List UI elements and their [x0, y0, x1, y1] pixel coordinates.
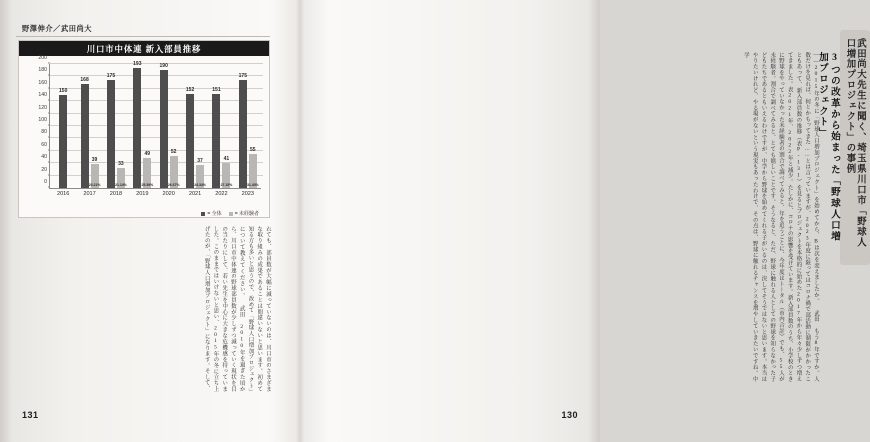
folio-right: 130 — [561, 410, 578, 420]
chart-xtick-label: 2020 — [162, 191, 175, 197]
chart-legend-swatch — [201, 212, 205, 216]
folio-left: 131 — [22, 410, 39, 420]
chart-bar-ratio-label: 23.21% — [88, 183, 101, 187]
left-page — [0, 0, 300, 442]
chart-bar-value-label: 55 — [250, 146, 256, 153]
chart-bar-ratio-label: 21.14% — [115, 183, 127, 187]
chart-ytick-label: 120 — [38, 104, 47, 111]
chart-bar-value-label: 168 — [80, 76, 89, 83]
chart-ytick-label: 200 — [38, 55, 47, 61]
chart-bar-value-label: 193 — [133, 61, 142, 68]
chart-bars — [50, 61, 261, 197]
article-title: 武田尚大先生に聞く、埼玉県川口市「野球人口増加プロジェクト」の事例 — [844, 38, 865, 248]
chart-xtick-label: 2017 — [83, 191, 96, 197]
chart-axes — [38, 55, 261, 197]
chart-legend-swatch — [229, 212, 233, 216]
chart-bar-group — [103, 64, 129, 197]
chart-xtick-label: 2019 — [136, 191, 149, 197]
chart-bar-group — [129, 61, 155, 197]
chart-bar-total — [185, 86, 195, 188]
chart-bar-total — [59, 88, 68, 188]
chart-bar-ratio-label: 27.15% — [220, 183, 233, 187]
chart-bar-total — [133, 61, 142, 188]
right-page-body: ――2015年の冬に「野球人口増加プロジェクト」を始めてから、Bは次を変えましたか。 武田 もう8年ですか。人数だけを見れば、何とかもってきた……とは言っていますが、2023年度に限ってはコロナ禍で部活動に制限がかかったこともあって、新入部員数の推移（表P-131）を見るとプロジェクトを本格的に始めた2017年から年々少しずつ増えてきました。表2021年、2022年と減少。たしかに、コロナの影響を受けています。新入部員数のうち、小学校のときに野球をやっていなかった未経験者の割合で調べてみると、年を追うごとに、今年度はトータル（市内合計）でも、55人が未経験者。割合で調べてみると、とても嬉しいことです。そうなると、ただ、野球に触れる人としての野球を知らなかった子どもたちであるともいえるわけですが、中学から野球を始めてくれる子がいるのは、決してそうではないと思います。本当はやりたいけれど、やる場がないという現実もあったわけで、その点は、野球に触れるチャンスを増やしていきたいですね。中学 — [743, 52, 819, 382]
chart-bar-ratio-label: 31.43% — [247, 183, 259, 187]
chart-bar-group — [156, 63, 182, 197]
chart-legend-label: = 未経験者 — [234, 211, 259, 217]
chart-bar-total — [159, 63, 168, 188]
right-page — [300, 0, 865, 442]
chart-bar-group — [76, 64, 102, 197]
chart-bar-group — [50, 64, 76, 197]
chart-ytick-label: 160 — [38, 79, 47, 86]
chart-plot-area — [19, 56, 269, 219]
chart-bar-value-label: 33 — [118, 160, 124, 167]
chart-legend-item — [229, 210, 259, 217]
chart-title: 川口市中体連 新入部員推移 — [19, 41, 269, 56]
chart-bar-ratio-label: 25.39% — [141, 183, 154, 187]
chart-bar-inexperienced — [220, 155, 233, 188]
chart-ytick-label: 20 — [41, 166, 47, 173]
running-head-rule — [16, 36, 270, 37]
chart-figure — [18, 40, 270, 218]
chart-bar-ratio-label: 26.67% — [167, 183, 180, 187]
chart-bar-group — [208, 64, 234, 197]
chart-bar-value-label: 175 — [238, 72, 247, 79]
chart-bar-group — [182, 64, 208, 197]
chart-bar-inexperienced — [194, 158, 206, 188]
chart-bar-value-label: 175 — [106, 72, 116, 79]
chart-bar-total — [238, 72, 247, 189]
chart-ytick-label: 180 — [38, 67, 47, 74]
chart-bar-value-label: 37 — [197, 158, 203, 165]
left-page-body: れても、部員数が大幅に減っていないのは、川口市のさまざまな取り組みの成果であることは間違いないと思います。初めて知る方も多いと思うので、改めて「野球人口増加プロジェクト」について教えてください。 武田 2010年を過ぎた頃から、川口市中体連の野球部員数が少しずつ減っていく現状を目の当たりにして、若い先生を中心に大きな危機感を持っていました。このままではいけないと思い、2015年の冬に立ち上げたのが、「野球人口増加プロジェクト」になります。そして、 — [203, 226, 271, 392]
chart-xtick-label: 2023 — [241, 191, 255, 197]
chart-ytick-label: 40 — [41, 154, 47, 161]
chart-xtick-label: 2021 — [188, 191, 202, 197]
chart-ytick-label: 140 — [38, 92, 47, 99]
chart-legend — [201, 210, 259, 217]
chart-bar-group — [235, 64, 261, 197]
running-head: 野澤伸介／武田尚大 — [22, 24, 93, 33]
chart-ytick-label: 0 — [44, 179, 47, 185]
chart-bar-value-label: 52 — [170, 148, 177, 155]
chart-legend-label: = 全体 — [207, 211, 222, 217]
chart-ytick-label: 60 — [41, 141, 47, 148]
chart-legend-item — [201, 210, 221, 217]
chart-bar-value-label: 39 — [91, 156, 98, 163]
chart-bar-value-label: 190 — [159, 63, 168, 70]
chart-bar-value-label: 49 — [144, 150, 151, 157]
chart-bar-inexperienced — [88, 156, 101, 188]
chart-bar-value-label: 41 — [223, 155, 230, 162]
chart-ytick-label: 100 — [38, 117, 47, 123]
chart-bar-value-label: 151 — [212, 87, 221, 94]
chart-bar-inexperienced — [115, 160, 127, 188]
chart-ytick-label: 80 — [41, 129, 47, 136]
chart-bar-total — [212, 87, 221, 188]
chart-bar-ratio-label: 24.34% — [194, 183, 206, 187]
chart-bar-inexperienced — [247, 146, 259, 188]
section-heading: 3つの改革から始まった「野球人口増加プロジェクト」 — [816, 52, 840, 242]
chart-xtick-label: 2018 — [109, 191, 123, 197]
chart-bar-value-label: 152 — [185, 86, 195, 93]
chart-bar-total — [80, 76, 89, 188]
chart-bar-value-label: 150 — [59, 88, 68, 94]
chart-xtick-label: 2022 — [215, 191, 228, 197]
chart-bar-inexperienced — [167, 148, 180, 188]
chart-bar-total — [106, 72, 116, 189]
chart-bar-inexperienced — [141, 150, 154, 188]
chart-xtick-label: 2016 — [56, 191, 70, 197]
